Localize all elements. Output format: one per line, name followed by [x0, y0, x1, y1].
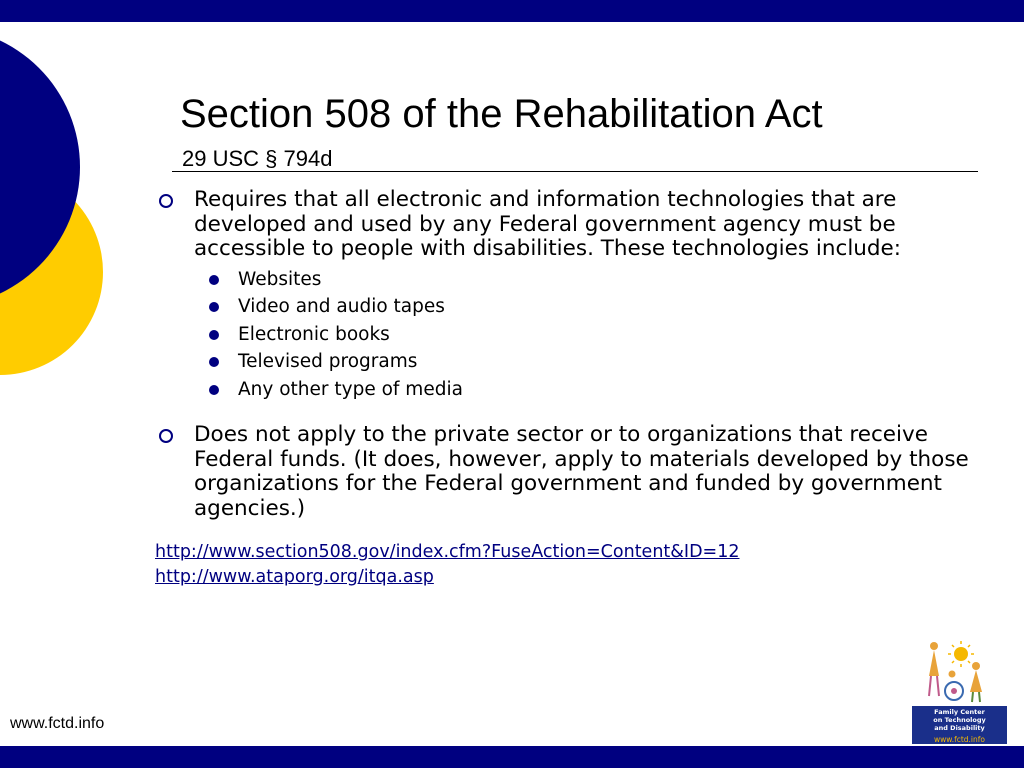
- technology-list: [194, 266, 995, 404]
- hollow-bullet-icon: [159, 194, 173, 208]
- bullet-text: Requires that all electronic and information technologies that are developed and used by any Federal government agency must be accessible to people with disabilities. These technologies include:: [194, 187, 902, 261]
- top-band: [0, 0, 1024, 22]
- decorative-circles: [0, 22, 110, 402]
- filled-bullet-icon: [209, 357, 219, 367]
- fctd-logo: [912, 636, 1007, 746]
- filled-bullet-icon: [209, 385, 219, 395]
- list-item: Electronic books: [194, 321, 995, 349]
- list-item: Websites: [194, 266, 995, 294]
- filled-bullet-icon: [209, 302, 219, 312]
- list-item: Any other type of media: [194, 376, 995, 404]
- logo-figures-icon: [912, 636, 1007, 708]
- slide-subtitle: 29 USC § 794d: [182, 146, 333, 171]
- title-underline: [172, 171, 978, 172]
- bullet-requirements: [155, 188, 995, 403]
- bottom-band: [0, 746, 1024, 768]
- list-item: Video and audio tapes: [194, 293, 995, 321]
- hollow-bullet-icon: [159, 429, 173, 443]
- filled-bullet-icon: [209, 275, 219, 285]
- list-item: Televised programs: [194, 348, 995, 376]
- footer-url: www.fctd.info: [10, 715, 105, 732]
- section508-link[interactable]: http://www.section508.gov/index.cfm?FuseAction=Content&ID=12: [155, 542, 740, 562]
- reference-links: [155, 540, 995, 590]
- bullet-text: Does not apply to the private sector or to organizations that receive Federal funds. (It does, however, apply to materials developed by those organizations for the Federal government and funded by government agencies.): [194, 422, 969, 521]
- logo-text-box: Family Center on Technology and Disability: [912, 706, 1007, 744]
- slide-title: Section 508 of the Rehabilitation Act: [180, 92, 823, 136]
- filled-bullet-icon: [209, 330, 219, 340]
- logo-url: www.fctd.info: [933, 735, 985, 744]
- slide-content: [155, 188, 995, 590]
- bullet-exemption: [155, 423, 995, 521]
- ataporg-link[interactable]: http://www.ataporg.org/itqa.asp: [155, 567, 434, 587]
